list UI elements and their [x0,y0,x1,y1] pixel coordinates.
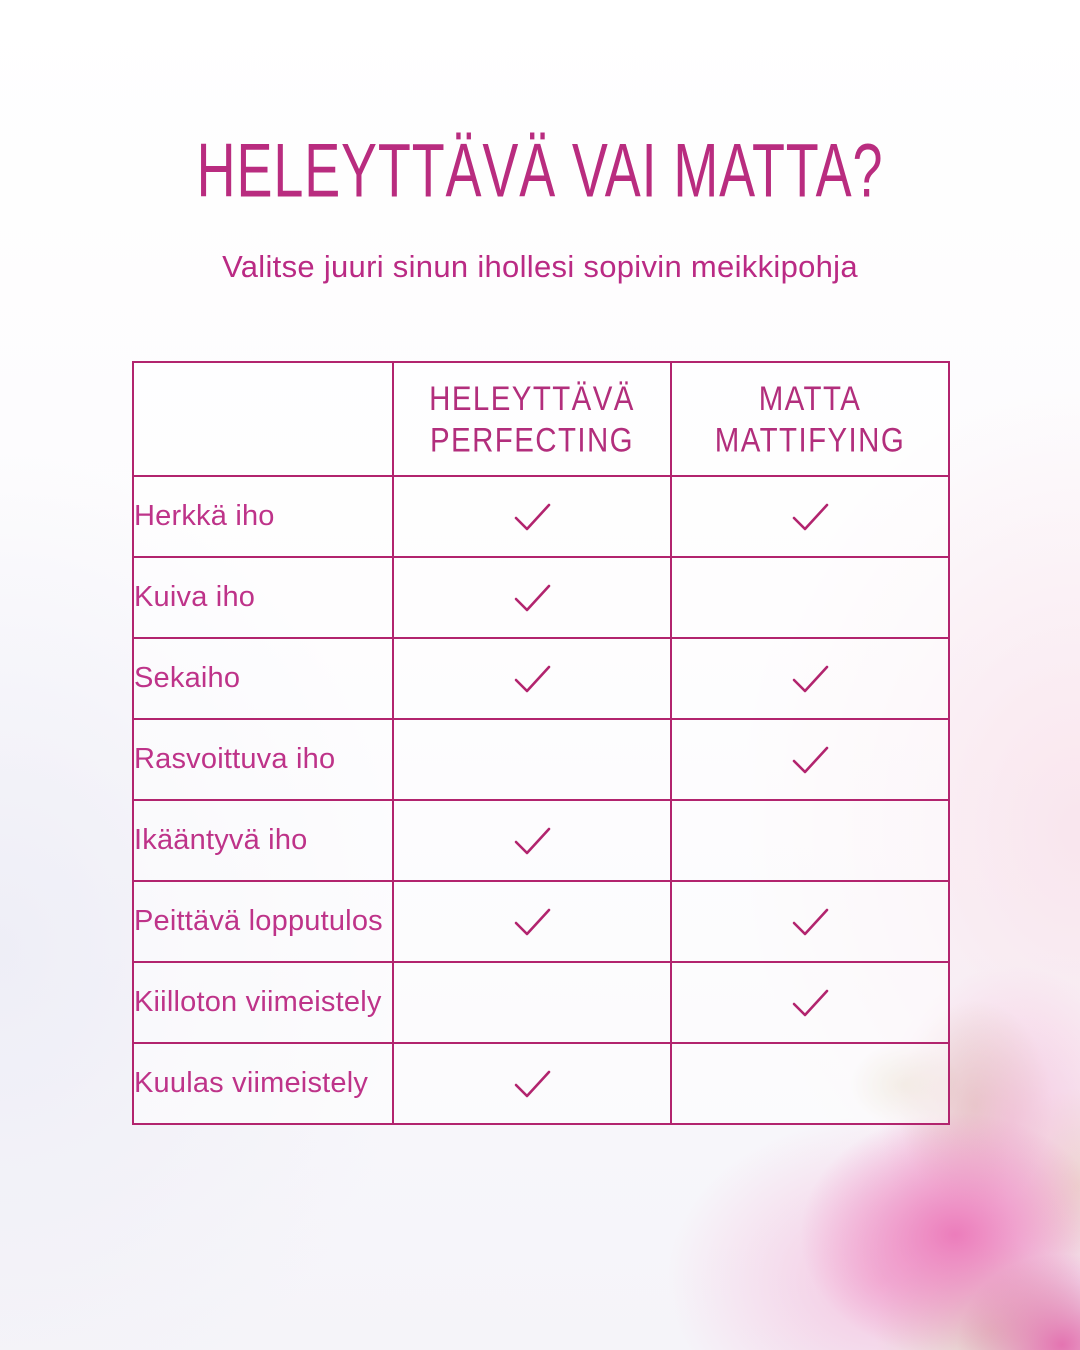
table-row [133,800,949,881]
header-row [133,362,949,476]
checkmark-icon [789,987,831,1019]
row-label: Rasvoittuva iho [133,719,393,800]
col-header-perfecting-line2: PERFECTING [429,420,635,460]
table-row [133,962,949,1043]
table-row [133,719,949,800]
row-label: Ikääntyvä iho [133,800,393,881]
page-title: HELEYTTÄVÄ VAI MATTA? [196,129,884,214]
checkmark-cell [393,800,671,881]
checkmark-icon [789,744,831,776]
col-header-mattifying-line1: MATTA [758,378,862,418]
checkmark-icon [511,582,553,614]
checkmark-cell [671,476,949,557]
corner-cell [133,362,393,476]
checkmark-cell [671,881,949,962]
checkmark-icon [789,501,831,533]
checkmark-cell [393,881,671,962]
table-row [133,476,949,557]
row-label: Sekaiho [133,638,393,719]
empty-cell [393,962,671,1043]
empty-cell [671,800,949,881]
page-subtitle: Valitse juuri sinun ihollesi sopivin meikkipohja [222,249,858,284]
checkmark-icon [511,1068,553,1100]
empty-cell [671,1043,949,1124]
checkmark-icon [789,663,831,695]
table-row [133,557,949,638]
checkmark-icon [511,663,553,695]
row-label: Kuiva iho [133,557,393,638]
empty-cell [393,719,671,800]
checkmark-cell [393,476,671,557]
col-header-perfecting-line1: HELEYTTÄVÄ [429,378,635,418]
checkmark-cell [393,638,671,719]
checkmark-cell [671,719,949,800]
checkmark-icon [511,825,553,857]
col-header-mattifying [671,362,949,476]
checkmark-icon [511,906,553,938]
comparison-table [132,361,950,1125]
row-label: Kiilloton viimeistely [133,962,393,1043]
table-row [133,638,949,719]
table-row [133,881,949,962]
checkmark-cell [671,638,949,719]
checkmark-icon [511,501,553,533]
checkmark-icon [789,906,831,938]
checkmark-cell [671,962,949,1043]
checkmark-cell [393,557,671,638]
row-label: Herkkä iho [133,476,393,557]
row-label: Kuulas viimeistely [133,1043,393,1124]
row-label: Peittävä lopputulos [133,881,393,962]
table-row [133,1043,949,1124]
col-header-perfecting [393,362,671,476]
checkmark-cell [393,1043,671,1124]
empty-cell [671,557,949,638]
col-header-mattifying-line2: MATTIFYING [714,420,906,460]
